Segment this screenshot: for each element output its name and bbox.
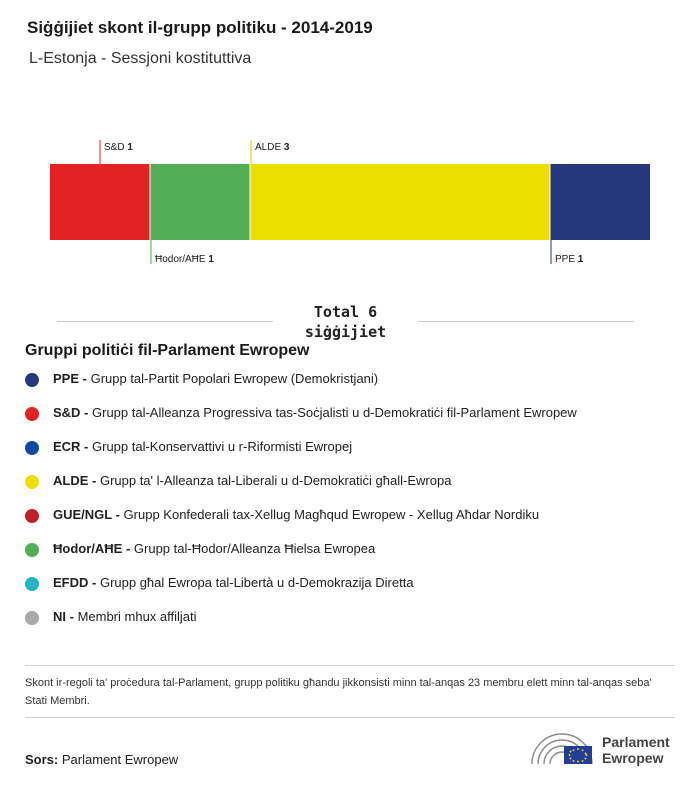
legend-abbr: NI - [53, 609, 74, 624]
legend-dot [25, 509, 39, 523]
legend-desc: Grupp ta' l-Alleanza tal-Liberali u d-Demokratiċi għall-Ewropa [96, 473, 452, 488]
legend-abbr: GUE/NGL - [53, 507, 120, 522]
legend-dot [25, 611, 39, 625]
legend-desc: Membri mhux affiljati [73, 609, 197, 624]
legend-title: Gruppi politiċi fil-Parlament Ewropew [25, 342, 310, 359]
legend-dot [25, 543, 39, 557]
legend-dot [25, 373, 39, 387]
legend-dot [25, 441, 39, 455]
segment-label: S&D 1 [104, 142, 133, 153]
total-count: Total 6 [313, 303, 378, 321]
legend-abbr: Ħodor/AĦE - [53, 541, 131, 556]
legend-dot [25, 407, 39, 421]
legend-abbr: PPE - [53, 371, 87, 386]
legend-abbr: EFDD - [53, 575, 97, 590]
legend-dot [25, 577, 39, 591]
hemicycle-flag-icon [530, 728, 596, 768]
bar-segment [250, 164, 550, 240]
legend-desc: Grupp għal Ewropa tal-Libertà u d-Demokrazija Diretta [96, 575, 414, 590]
divider [25, 665, 675, 666]
legend-desc: Grupp tal-Alleanza Progressiva tas-Soċjalisti u d-Demokratiċi fil-Parlament Ewropew [88, 405, 577, 420]
segment-label: ALDE 3 [255, 142, 290, 153]
total-seats [0, 300, 700, 344]
seat-bar-chart [0, 130, 700, 270]
legend-dot [25, 475, 39, 489]
chart-subtitle: L-Estonja - Sessjoni kostituttiva [29, 50, 252, 67]
total-unit: siġġijiet [304, 323, 387, 341]
bar-segment [150, 164, 250, 240]
legend-abbr: ALDE - [53, 473, 97, 488]
segment-label: Ħodor/AĦE 1 [155, 254, 214, 265]
logo-line1: Parlament [602, 734, 670, 750]
legend-desc: Grupp Konfederali tax-Xellug Magħqud Ewropew - Xellug Aħdar Nordiku [119, 507, 540, 522]
legend-desc: Grupp tal-Partit Popolari Ewropew (Demokristjani) [86, 371, 379, 386]
footnote: Skont ir-regoli ta' proċedura tal-Parlament, grupp politiku għandu jikkonsisti minn tal-anqas 23 membru elett minn tal-anqas seba' Stati Membri. [25, 677, 652, 707]
legend-text [53, 473, 451, 488]
source-value: Parlament Ewropew [61, 752, 179, 767]
legend-desc: Grupp tal-Konservattivi u r-Riformisti Ewropej [88, 439, 353, 454]
segment-label: PPE 1 [555, 254, 584, 265]
legend-text [53, 405, 577, 420]
legend-abbr: ECR - [53, 439, 89, 454]
bar-segment [550, 164, 650, 240]
legend-desc: Grupp tal-Ħodor/Alleanza Ħielsa Ewropea [130, 541, 376, 556]
legend-text [53, 507, 539, 522]
logo-text [602, 734, 670, 766]
logo-line2: Ewropew [602, 750, 664, 766]
total-divider-right [418, 321, 634, 322]
legend-text [53, 541, 375, 556]
source-label: Sors: [25, 752, 59, 767]
legend-abbr: S&D - [53, 405, 89, 420]
bar-segment [50, 164, 150, 240]
legend-text [53, 439, 352, 454]
source [25, 752, 178, 767]
chart-title: Siġġijiet skont il-grupp politiku - 2014-2019 [27, 18, 373, 37]
legend-text [53, 575, 414, 590]
legend-text [53, 609, 197, 624]
total-label [273, 302, 418, 342]
total-divider-left [57, 321, 273, 322]
divider [25, 717, 675, 718]
ep-logo [530, 728, 670, 773]
legend-text [53, 371, 378, 386]
